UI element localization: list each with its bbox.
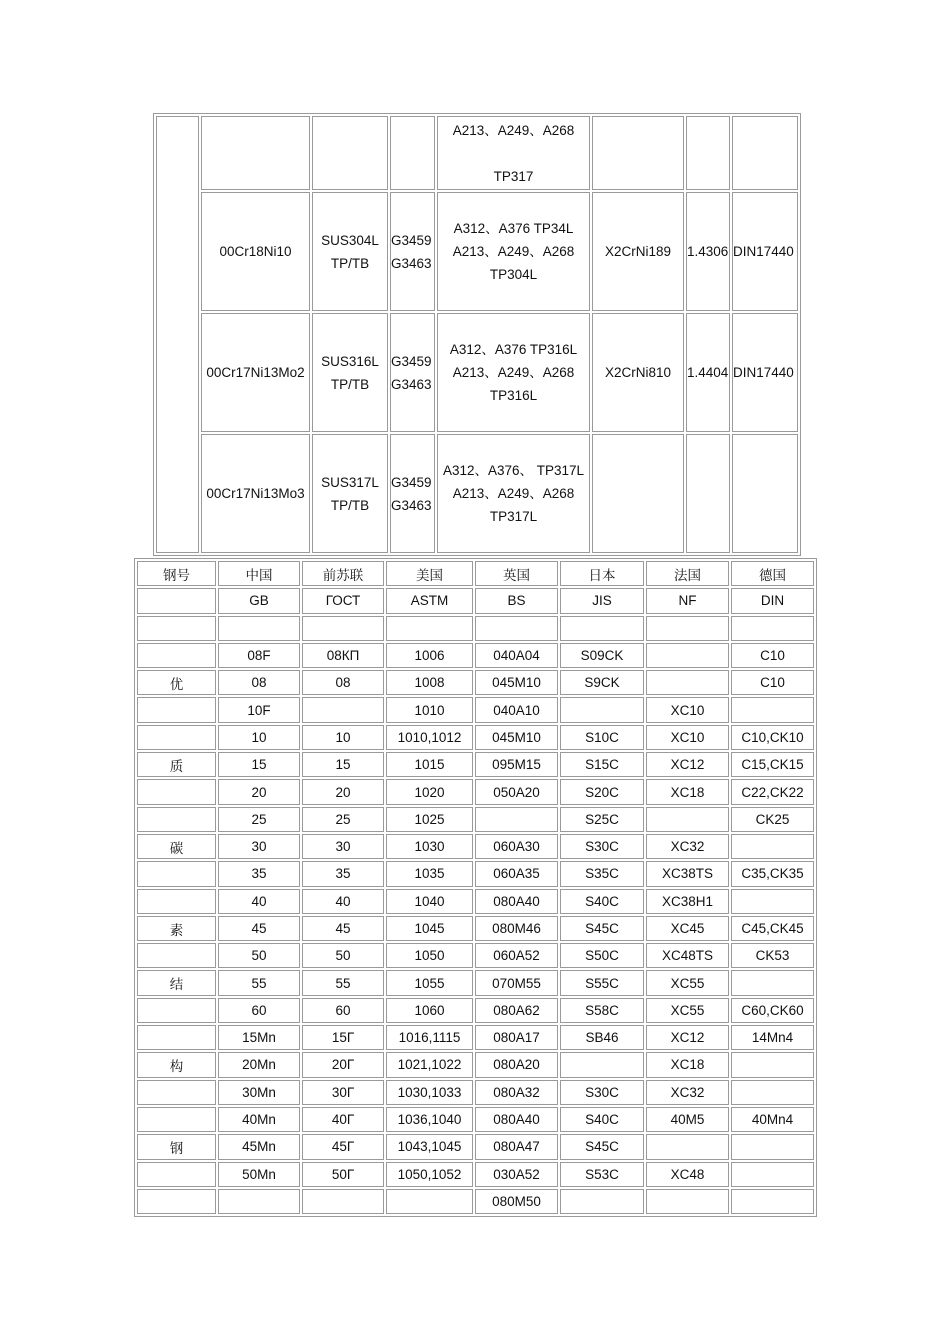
table-row-cell: 10F bbox=[218, 697, 300, 722]
table-row-cell: 素 bbox=[137, 916, 216, 941]
table-row-cell: XC32 bbox=[646, 834, 729, 859]
table-row-cell: 构 bbox=[137, 1052, 216, 1077]
table-row-cell: S10C bbox=[560, 725, 644, 750]
table-row-cell: 30Mn bbox=[218, 1080, 300, 1105]
din-standard-cell bbox=[732, 116, 798, 190]
table-row-cell: 15 bbox=[302, 752, 384, 777]
table-row bbox=[137, 779, 814, 804]
header-row-cell: 美国 bbox=[386, 561, 473, 586]
table-row-cell bbox=[731, 834, 814, 859]
din-number-cell-line bbox=[687, 142, 729, 165]
astm-cell-line: A213、A249、A268 bbox=[452, 244, 575, 259]
subheader-row-cell: GB bbox=[218, 588, 300, 613]
table-row-cell: 080M46 bbox=[475, 916, 558, 941]
table-row bbox=[137, 889, 814, 914]
table-row-cell: 10 bbox=[218, 725, 300, 750]
table-row-cell: 10 bbox=[302, 725, 384, 750]
jis-standard-cell bbox=[390, 116, 435, 190]
table-row-cell bbox=[137, 779, 216, 804]
astm-cell-line: A312、A376 TP34L bbox=[453, 221, 574, 236]
table-row-cell: 1040 bbox=[386, 889, 473, 914]
table-row-cell: S40C bbox=[560, 1107, 644, 1132]
table-row-cell bbox=[560, 616, 644, 641]
table-row-cell: 1010,1012 bbox=[386, 725, 473, 750]
table-row-cell: S35C bbox=[560, 861, 644, 886]
astm-cell-line: A312、A376 TP316L bbox=[449, 342, 578, 357]
table-row-cell: 060A30 bbox=[475, 834, 558, 859]
jis-grade-cell bbox=[312, 116, 388, 190]
subheader-row-cell: NF bbox=[646, 588, 729, 613]
table-row bbox=[137, 1025, 814, 1050]
carbon-steel-table bbox=[134, 558, 817, 1217]
subheader-row-cell bbox=[137, 588, 216, 613]
jis-standard-cell-line: G3463 bbox=[391, 255, 432, 271]
din-number-cell-line: 1.4404 bbox=[687, 365, 729, 380]
table-row-cell: 优 bbox=[137, 670, 216, 695]
table-row-cell bbox=[137, 1189, 216, 1214]
table-row-cell bbox=[731, 1052, 814, 1077]
table-row-cell: XC18 bbox=[646, 1052, 729, 1077]
table-row-cell bbox=[646, 670, 729, 695]
table-row-cell: 40 bbox=[218, 889, 300, 914]
din-number-cell bbox=[686, 434, 730, 553]
table-row-cell: 45Mn bbox=[218, 1134, 300, 1159]
table-row-cell: S09CK bbox=[560, 643, 644, 668]
table-row-cell: 60 bbox=[218, 998, 300, 1023]
table-row-cell: 1030,1033 bbox=[386, 1080, 473, 1105]
table-row-cell bbox=[137, 1025, 216, 1050]
header-row-cell: 法国 bbox=[646, 561, 729, 586]
table-row-cell: 1015 bbox=[386, 752, 473, 777]
astm-cell bbox=[437, 192, 590, 311]
table-row-cell bbox=[137, 943, 216, 968]
table-row-cell bbox=[560, 1052, 644, 1077]
table-row-cell: 15Mn bbox=[218, 1025, 300, 1050]
table-row-cell: XC38H1 bbox=[646, 889, 729, 914]
table-row-cell: 碳 bbox=[137, 834, 216, 859]
jis-grade-cell-line: SUS304L bbox=[321, 232, 379, 248]
table-row-cell: CK25 bbox=[731, 807, 814, 832]
table-row-cell: 050A20 bbox=[475, 779, 558, 804]
jis-standard-cell-line bbox=[391, 153, 434, 176]
jis-standard-cell-line: G3459 bbox=[391, 353, 432, 369]
din-standard-cell-line: DIN17440 bbox=[733, 365, 794, 380]
stainless-row bbox=[156, 434, 798, 553]
jis-standard-cell bbox=[390, 434, 435, 553]
table-row-cell bbox=[646, 1189, 729, 1214]
table-row bbox=[137, 616, 814, 641]
jis-standard-cell-line: G3459 bbox=[391, 474, 432, 490]
grade-cell-line: 00Cr18Ni10 bbox=[219, 244, 292, 259]
table-row-cell: S25C bbox=[560, 807, 644, 832]
table-row-cell: C45,CK45 bbox=[731, 916, 814, 941]
jis-grade-cell-line: SUS316L bbox=[321, 353, 379, 369]
table-row-cell bbox=[137, 616, 216, 641]
table-row-cell bbox=[646, 616, 729, 641]
table-row-cell: S15C bbox=[560, 752, 644, 777]
table-row-cell bbox=[137, 643, 216, 668]
table-row-cell bbox=[386, 1189, 473, 1214]
table-row-cell: 060A35 bbox=[475, 861, 558, 886]
table-row-cell: S58C bbox=[560, 998, 644, 1023]
table-row bbox=[137, 998, 814, 1023]
table-row-cell: 080M50 bbox=[475, 1189, 558, 1214]
table-row-cell: 1043,1045 bbox=[386, 1134, 473, 1159]
astm-cell-line: A213、A249、A268 bbox=[452, 365, 575, 380]
table-row bbox=[137, 1134, 814, 1159]
table-row bbox=[137, 1052, 814, 1077]
table-row-cell: 40 bbox=[302, 889, 384, 914]
astm-cell-line: A312、A376、 TP317L bbox=[442, 463, 585, 478]
table-row-cell bbox=[475, 616, 558, 641]
din-number-cell bbox=[686, 116, 730, 190]
table-row-cell: 040A10 bbox=[475, 697, 558, 722]
table-row-cell: 095M15 bbox=[475, 752, 558, 777]
table-row-cell: S55C bbox=[560, 970, 644, 995]
din-standard-cell-line bbox=[733, 482, 797, 505]
table-row-cell: S30C bbox=[560, 1080, 644, 1105]
table-row-cell: C60,CK60 bbox=[731, 998, 814, 1023]
table-row-cell: S40C bbox=[560, 889, 644, 914]
table-row-cell: 080A17 bbox=[475, 1025, 558, 1050]
table-row-cell: XC18 bbox=[646, 779, 729, 804]
astm-cell-line bbox=[438, 142, 589, 165]
nf-cell bbox=[592, 313, 684, 432]
table-row-cell: 1060 bbox=[386, 998, 473, 1023]
table-row-cell bbox=[302, 697, 384, 722]
din-standard-cell bbox=[732, 313, 798, 432]
jis-grade-cell-line bbox=[313, 130, 387, 153]
table-row bbox=[137, 1080, 814, 1105]
table-row-cell: 045M10 bbox=[475, 725, 558, 750]
header-row-cell: 日本 bbox=[560, 561, 644, 586]
table-row-cell: C10,CK10 bbox=[731, 725, 814, 750]
table-row-cell: C35,CK35 bbox=[731, 861, 814, 886]
table-row-cell: 060A52 bbox=[475, 943, 558, 968]
table-row-cell: S50C bbox=[560, 943, 644, 968]
jis-grade-cell-line: TP/TB bbox=[330, 497, 370, 513]
astm-cell bbox=[437, 116, 590, 190]
table-row-cell: C22,CK22 bbox=[731, 779, 814, 804]
table-row bbox=[137, 943, 814, 968]
table-row bbox=[137, 916, 814, 941]
table-row-cell bbox=[646, 1134, 729, 1159]
stainless-row bbox=[156, 192, 798, 311]
table-row-cell bbox=[731, 697, 814, 722]
table-row-cell bbox=[302, 616, 384, 641]
table-row-cell bbox=[302, 1189, 384, 1214]
astm-cell-line: TP317 bbox=[493, 168, 534, 184]
stainless-steel-table bbox=[153, 113, 801, 556]
table-row-cell: 08F bbox=[218, 643, 300, 668]
subheader-row-cell: JIS bbox=[560, 588, 644, 613]
table-row-cell: 080A47 bbox=[475, 1134, 558, 1159]
table-row-cell: 15 bbox=[218, 752, 300, 777]
jis-grade-cell-line: TP/TB bbox=[330, 255, 370, 271]
astm-cell-line: A213、A249、A268 bbox=[452, 122, 575, 138]
jis-standard-cell-line: G3463 bbox=[391, 376, 432, 392]
subheader-row bbox=[137, 588, 814, 613]
table-row bbox=[137, 1107, 814, 1132]
table-row-cell bbox=[731, 1134, 814, 1159]
jis-grade-cell-line bbox=[313, 153, 387, 176]
header-row-cell: 中国 bbox=[218, 561, 300, 586]
jis-grade-cell bbox=[312, 434, 388, 553]
jis-grade-cell bbox=[312, 313, 388, 432]
table-row-cell: 030A52 bbox=[475, 1162, 558, 1187]
nf-cell bbox=[592, 116, 684, 190]
din-standard-cell-line: DIN17440 bbox=[733, 244, 794, 259]
table-row-cell: 钢 bbox=[137, 1134, 216, 1159]
table-row-cell: XC10 bbox=[646, 725, 729, 750]
stainless-row bbox=[156, 313, 798, 432]
table-row-cell: 1050,1052 bbox=[386, 1162, 473, 1187]
table-row-cell: 1016,1115 bbox=[386, 1025, 473, 1050]
jis-standard-cell bbox=[390, 192, 435, 311]
table-row-cell bbox=[386, 616, 473, 641]
table-row-cell: 1035 bbox=[386, 861, 473, 886]
astm-cell bbox=[437, 434, 590, 553]
din-standard-cell-line bbox=[733, 142, 797, 165]
table-row-cell bbox=[731, 1162, 814, 1187]
table-row-cell: 50 bbox=[302, 943, 384, 968]
table-row-cell: 08КП bbox=[302, 643, 384, 668]
table-row-cell: XC55 bbox=[646, 970, 729, 995]
stainless-row bbox=[156, 116, 798, 190]
din-number-cell bbox=[686, 192, 730, 311]
astm-cell-line: TP317L bbox=[489, 509, 538, 524]
header-row-cell: 德国 bbox=[731, 561, 814, 586]
table-row-cell bbox=[137, 697, 216, 722]
table-row-cell: 25 bbox=[218, 807, 300, 832]
table-row-cell bbox=[137, 998, 216, 1023]
table-row-cell: 1010 bbox=[386, 697, 473, 722]
table-row-cell: 25 bbox=[302, 807, 384, 832]
table-row-cell: 质 bbox=[137, 752, 216, 777]
table-row-cell: XC10 bbox=[646, 697, 729, 722]
table-row-cell: 15Г bbox=[302, 1025, 384, 1050]
table-row-cell bbox=[137, 889, 216, 914]
table-row-cell: 1006 bbox=[386, 643, 473, 668]
table-row-cell bbox=[218, 616, 300, 641]
table-row-cell: 1030 bbox=[386, 834, 473, 859]
din-number-cell bbox=[686, 313, 730, 432]
nf-cell-line bbox=[593, 482, 683, 505]
table-row-cell: 045M10 bbox=[475, 670, 558, 695]
table-row bbox=[137, 970, 814, 995]
table-row-cell: 55 bbox=[218, 970, 300, 995]
table-row-cell: 1050 bbox=[386, 943, 473, 968]
table-row-cell: 50 bbox=[218, 943, 300, 968]
table-row-cell bbox=[137, 725, 216, 750]
table-row-cell: 50Г bbox=[302, 1162, 384, 1187]
table-row-cell bbox=[646, 807, 729, 832]
table-row bbox=[137, 752, 814, 777]
table-row-cell: 1021,1022 bbox=[386, 1052, 473, 1077]
nf-cell-line bbox=[593, 142, 683, 165]
table-row-cell: 14Mn4 bbox=[731, 1025, 814, 1050]
header-row-cell: 英国 bbox=[475, 561, 558, 586]
table-row-cell bbox=[137, 861, 216, 886]
din-standard-cell bbox=[732, 192, 798, 311]
table-row-cell bbox=[137, 1162, 216, 1187]
table-row-cell: 20 bbox=[302, 779, 384, 804]
din-number-cell-line bbox=[687, 482, 729, 505]
table-row-cell: 30 bbox=[302, 834, 384, 859]
table-row-cell: S9CK bbox=[560, 670, 644, 695]
table-row-cell: 080A32 bbox=[475, 1080, 558, 1105]
table-row-cell: 20Mn bbox=[218, 1052, 300, 1077]
table-row-cell: 080A62 bbox=[475, 998, 558, 1023]
table-row-cell: 40Mn bbox=[218, 1107, 300, 1132]
table-row-cell: 35 bbox=[302, 861, 384, 886]
table-row-cell: C15,CK15 bbox=[731, 752, 814, 777]
table-row-cell: 40Mn4 bbox=[731, 1107, 814, 1132]
table-row-cell bbox=[137, 1107, 216, 1132]
table-row-cell: 1025 bbox=[386, 807, 473, 832]
grade-cell bbox=[201, 313, 310, 432]
jis-standard-cell-line: G3463 bbox=[391, 497, 432, 513]
grade-cell bbox=[201, 192, 310, 311]
subheader-row-cell: ASTM bbox=[386, 588, 473, 613]
nf-cell bbox=[592, 192, 684, 311]
table-row-cell: 40M5 bbox=[646, 1107, 729, 1132]
table-row-cell: 1036,1040 bbox=[386, 1107, 473, 1132]
table-row-cell: S45C bbox=[560, 916, 644, 941]
table-row-cell: 55 bbox=[302, 970, 384, 995]
table-row-cell: 35 bbox=[218, 861, 300, 886]
table-row-cell: 45 bbox=[302, 916, 384, 941]
table-row-cell: 1055 bbox=[386, 970, 473, 995]
jis-standard-cell bbox=[390, 313, 435, 432]
table-row-cell bbox=[731, 889, 814, 914]
table-row-cell bbox=[731, 1080, 814, 1105]
table-row bbox=[137, 1162, 814, 1187]
table-row-cell: XC38TS bbox=[646, 861, 729, 886]
astm-cell-line: TP316L bbox=[489, 388, 538, 403]
table-row-cell: 08 bbox=[302, 670, 384, 695]
table-row-cell: CK53 bbox=[731, 943, 814, 968]
header-row-cell: 前苏联 bbox=[302, 561, 384, 586]
table-row-cell bbox=[218, 1189, 300, 1214]
table-row-cell: XC12 bbox=[646, 1025, 729, 1050]
nf-cell-line: X2CrNi810 bbox=[604, 365, 672, 380]
table-row-cell bbox=[560, 1189, 644, 1214]
table-row-cell: 50Mn bbox=[218, 1162, 300, 1187]
table-row-cell: C10 bbox=[731, 670, 814, 695]
header-row bbox=[137, 561, 814, 586]
table-row-cell: 60 bbox=[302, 998, 384, 1023]
table-row-cell: S53C bbox=[560, 1162, 644, 1187]
jis-grade-cell bbox=[312, 192, 388, 311]
table-row-cell: S45C bbox=[560, 1134, 644, 1159]
jis-grade-cell-line: SUS317L bbox=[321, 474, 379, 490]
table-row-cell bbox=[137, 1080, 216, 1105]
table-row bbox=[137, 1189, 814, 1214]
grade-cell-line: 00Cr17Ni13Mo3 bbox=[206, 486, 305, 501]
table-row-cell: 30Г bbox=[302, 1080, 384, 1105]
table-row-cell: 040A04 bbox=[475, 643, 558, 668]
astm-cell-line: TP304L bbox=[489, 267, 538, 282]
table-row-cell: SB46 bbox=[560, 1025, 644, 1050]
stainless-group-cell bbox=[156, 116, 199, 553]
nf-cell bbox=[592, 434, 684, 553]
table-row-cell: XC45 bbox=[646, 916, 729, 941]
table-row-cell bbox=[646, 643, 729, 668]
table-row-cell: 1045 bbox=[386, 916, 473, 941]
header-row-cell: 钢号 bbox=[137, 561, 216, 586]
astm-cell-line: A213、A249、A268 bbox=[452, 486, 575, 501]
subheader-row-cell: BS bbox=[475, 588, 558, 613]
table-row-cell: S20C bbox=[560, 779, 644, 804]
jis-grade-cell-line: TP/TB bbox=[330, 376, 370, 392]
grade-cell bbox=[201, 434, 310, 553]
table-row-cell: S30C bbox=[560, 834, 644, 859]
table-row bbox=[137, 670, 814, 695]
table-row-cell bbox=[475, 807, 558, 832]
table-row-cell: 结 bbox=[137, 970, 216, 995]
table-row bbox=[137, 861, 814, 886]
table-row-cell: 30 bbox=[218, 834, 300, 859]
table-row-cell bbox=[137, 807, 216, 832]
table-row-cell: 45 bbox=[218, 916, 300, 941]
subheader-row-cell: DIN bbox=[731, 588, 814, 613]
grade-cell bbox=[201, 116, 310, 190]
table-row bbox=[137, 697, 814, 722]
table-row-cell: C10 bbox=[731, 643, 814, 668]
table-row-cell: XC55 bbox=[646, 998, 729, 1023]
table-row-cell bbox=[731, 970, 814, 995]
table-row bbox=[137, 643, 814, 668]
table-row-cell: 20Г bbox=[302, 1052, 384, 1077]
table-row-cell: XC48TS bbox=[646, 943, 729, 968]
table-row-cell bbox=[731, 1189, 814, 1214]
table-row bbox=[137, 834, 814, 859]
table-row-cell: 070M55 bbox=[475, 970, 558, 995]
table-row-cell: 1020 bbox=[386, 779, 473, 804]
table-row-cell: 20 bbox=[218, 779, 300, 804]
astm-cell bbox=[437, 313, 590, 432]
grade-cell-line: 00Cr17Ni13Mo2 bbox=[206, 365, 305, 380]
table-row bbox=[137, 807, 814, 832]
jis-standard-cell-line bbox=[391, 130, 434, 153]
table-row-cell: 080A40 bbox=[475, 889, 558, 914]
din-number-cell-line: 1.4306 bbox=[687, 244, 729, 259]
subheader-row-cell: ГОСТ bbox=[302, 588, 384, 613]
table-row-cell bbox=[731, 616, 814, 641]
grade-cell-line bbox=[202, 142, 309, 165]
jis-standard-cell-line: G3459 bbox=[391, 232, 432, 248]
table-row-cell: 080A20 bbox=[475, 1052, 558, 1077]
table-row-cell: XC32 bbox=[646, 1080, 729, 1105]
table-row-cell: 08 bbox=[218, 670, 300, 695]
table-row bbox=[137, 725, 814, 750]
din-standard-cell bbox=[732, 434, 798, 553]
table-row-cell: 45Г bbox=[302, 1134, 384, 1159]
table-row-cell: 080A40 bbox=[475, 1107, 558, 1132]
table-row-cell: XC48 bbox=[646, 1162, 729, 1187]
table-row-cell: 40Г bbox=[302, 1107, 384, 1132]
table-row-cell: XC12 bbox=[646, 752, 729, 777]
nf-cell-line: X2CrNi189 bbox=[604, 244, 672, 259]
table-row-cell: 1008 bbox=[386, 670, 473, 695]
table-row-cell bbox=[560, 697, 644, 722]
